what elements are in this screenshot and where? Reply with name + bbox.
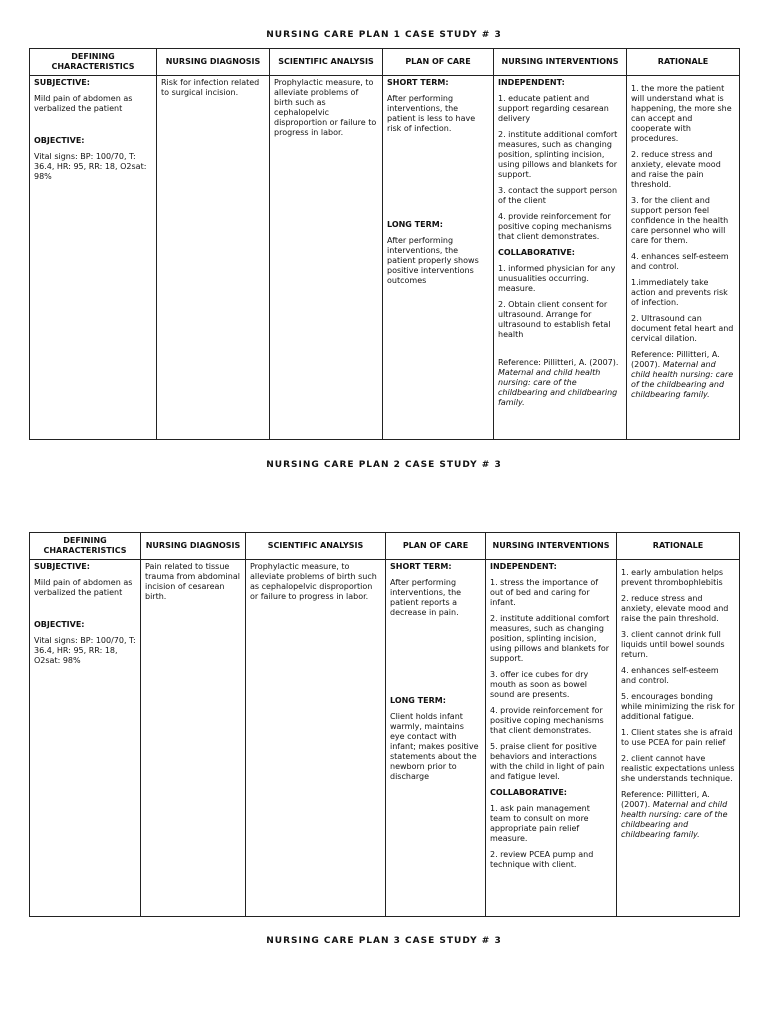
reference-prefix: Reference: Pillitteri, A. (2007). <box>621 790 710 809</box>
long-term-label: LONG TERM: <box>390 696 446 705</box>
reference <box>621 790 735 840</box>
plan2-body-row <box>30 560 740 917</box>
plan3-title: NURSING CARE PLAN 3 CASE STUDY # 3 <box>266 936 502 946</box>
header-plan: PLAN OF CARE <box>386 533 486 560</box>
rationale-item: 5. encourages bonding while minimizing the risk for additional fatigue. <box>621 692 735 721</box>
header-defining: DEFINING CHARACTERISTICS <box>30 533 141 560</box>
header-interventions: NURSING INTERVENTIONS <box>486 533 617 560</box>
rationale-item: 3. client cannot drink full liquids until bowel sounds return. <box>621 630 725 659</box>
subjective-text: Mild pain of abdomen as verbalized the patient <box>34 94 133 113</box>
plan-cell <box>383 76 494 440</box>
rationale-item: 1. the more the patient will understand what is happening, the more she can accept and cooperate with procedures. <box>631 84 732 143</box>
intervention-item: 4. provide reinforcement for positive coping mechanisms that client demonstrates. <box>498 212 612 241</box>
header-rationale: RATIONALE <box>617 533 740 560</box>
header-diagnosis: NURSING DIAGNOSIS <box>141 533 246 560</box>
rationale-item: 1. Client states she is afraid to use PCEA for pain relief <box>621 728 733 747</box>
plan2-title: NURSING CARE PLAN 2 CASE STUDY # 3 <box>266 460 502 470</box>
intervention-item: 2. institute additional comfort measures, such as changing position, splinting incision, using pillows and blankets for support. <box>490 614 610 663</box>
header-diagnosis: NURSING DIAGNOSIS <box>157 49 270 76</box>
subjective-text: Mild pain of abdomen as verbalized the patient <box>34 578 133 597</box>
reference-prefix: Reference: Pillitteri, A. (2007). <box>631 350 720 369</box>
header-analysis: SCIENTIFIC ANALYSIS <box>246 533 386 560</box>
intervention-item: 5. praise client for positive behaviors and interactions with the child in light of pain and fatigue level. <box>490 742 605 781</box>
diagnosis-text: Risk for infection related to surgical incision. <box>161 78 260 97</box>
collaborative-item: 1. informed physician for any unusualities occurring. measure. <box>498 264 616 293</box>
header-plan: PLAN OF CARE <box>383 49 494 76</box>
defining-cell <box>30 560 141 917</box>
objective-text: Vital signs: BP: 100/70, T: 36.4, HR: 95, RR: 18, O2sat: 98% <box>34 636 136 665</box>
long-term-text: Client holds infant warmly, maintains eye contact with infant; makes positive statements about the newborn prior to discharge <box>390 712 479 781</box>
reference-title: Maternal and child health nursing: care of the childbearing and childbearing family. <box>631 360 734 399</box>
plan1-title: NURSING CARE PLAN 1 CASE STUDY # 3 <box>266 30 502 40</box>
plan-cell <box>386 560 486 917</box>
header-analysis: SCIENTIFIC ANALYSIS <box>270 49 383 76</box>
reference-title: Maternal and child health nursing: care of the childbearing and childbearing family. <box>498 368 618 407</box>
rationale-item: 4. enhances self-esteem and control. <box>631 252 729 271</box>
analysis-text: Prophylactic measure, to alleviate problems of birth such as cephalopelvic disproportion or failure to progress in labor. <box>250 562 377 601</box>
rationale-item: 2. reduce stress and anxiety, elevate mood and raise the pain threshold. <box>631 150 721 189</box>
collaborative-item: 2. review PCEA pump and technique with client. <box>490 850 594 869</box>
diagnosis-text: Pain related to tissue trauma from abdominal incision of cesarean birth. <box>145 562 240 601</box>
rationale-item: 3. for the client and support person feel confidence in the health care personnel who will care for them. <box>631 196 729 245</box>
interventions-cell <box>494 76 627 440</box>
reference-prefix: Reference: Pillitteri, A. (2007). <box>498 358 619 367</box>
intervention-item: 4. provide reinforcement for positive coping mechanisms that client demonstrates. <box>490 706 604 735</box>
plan1-body-row <box>30 76 740 440</box>
short-term-label: SHORT TERM: <box>390 562 452 571</box>
rationale-item: 2. reduce stress and anxiety, elevate mood and raise the pain threshold. <box>621 594 729 623</box>
plan1-table <box>29 48 740 440</box>
diagnosis-cell <box>141 560 246 917</box>
intervention-item: 2. institute additional comfort measures, such as changing position, splinting incision, using pillows and blankets for support. <box>498 130 618 179</box>
rationale-item: 1.immediately take action and prevents risk of infection. <box>631 278 728 307</box>
reference <box>631 350 735 400</box>
defining-cell <box>30 76 157 440</box>
interventions-cell <box>486 560 617 917</box>
plan1-header-row <box>30 49 740 76</box>
reference <box>498 358 622 408</box>
header-interventions: NURSING INTERVENTIONS <box>494 49 627 76</box>
intervention-item: 1. stress the importance of out of bed and caring for infant. <box>490 578 599 607</box>
rationale-item: 2. Ultrasound can document fetal heart and cervical dilation. <box>631 314 734 343</box>
collaborative-item: 2. Obtain client consent for ultrasound. Arrange for ultrasound to establish fetal health <box>498 300 611 339</box>
long-term-text: After performing interventions, the patient properly shows positive interventions outcomes <box>387 236 479 285</box>
rationale-item: 1. early ambulation helps prevent thrombophlebitis <box>621 568 724 587</box>
analysis-text: Prophylactic measure, to alleviate problems of birth such as cephalopelvic disproportion or failure to progress in labor. <box>274 78 377 137</box>
intervention-item: 3. contact the support person of the client <box>498 186 618 205</box>
rationale-cell <box>627 76 740 440</box>
plan2-header-row <box>30 533 740 560</box>
rationale-item: 2. client cannot have realistic expectations unless she understands technique. <box>621 754 735 783</box>
short-term-label: SHORT TERM: <box>387 78 449 87</box>
plan2-table <box>29 532 740 917</box>
intervention-item: 1. educate patient and support regarding cesarean delivery <box>498 94 609 123</box>
independent-label: INDEPENDENT: <box>498 78 565 87</box>
analysis-cell <box>270 76 383 440</box>
collaborative-label: COLLABORATIVE: <box>490 788 567 797</box>
objective-label: OBJECTIVE: <box>34 620 85 629</box>
long-term-label: LONG TERM: <box>387 220 443 229</box>
header-rationale: RATIONALE <box>627 49 740 76</box>
objective-label: OBJECTIVE: <box>34 136 85 145</box>
collaborative-label: COLLABORATIVE: <box>498 248 575 257</box>
reference-title: Maternal and child health nursing: care of the childbearing and childbearing family. <box>621 800 728 839</box>
short-term-text: After performing interventions, the patient is less to have risk of infection. <box>387 94 476 133</box>
header-defining: DEFINING CHARACTERISTICS <box>30 49 157 76</box>
short-term-text: After performing interventions, the patient reports a decrease in pain. <box>390 578 462 617</box>
rationale-item: 4. enhances self-esteem and control. <box>621 666 719 685</box>
diagnosis-cell <box>157 76 270 440</box>
subjective-label: SUBJECTIVE: <box>34 78 90 87</box>
subjective-label: SUBJECTIVE: <box>34 562 90 571</box>
collaborative-item: 1. ask pain management team to consult on more appropriate pain relief measure. <box>490 804 590 843</box>
analysis-cell <box>246 560 386 917</box>
rationale-cell <box>617 560 740 917</box>
independent-label: INDEPENDENT: <box>490 562 557 571</box>
intervention-item: 3. offer ice cubes for dry mouth as soon as bowel sound are presents. <box>490 670 589 699</box>
objective-text: Vital signs: BP: 100/70, T: 36.4, HR: 95, RR: 18, O2sat: 98% <box>34 152 147 181</box>
